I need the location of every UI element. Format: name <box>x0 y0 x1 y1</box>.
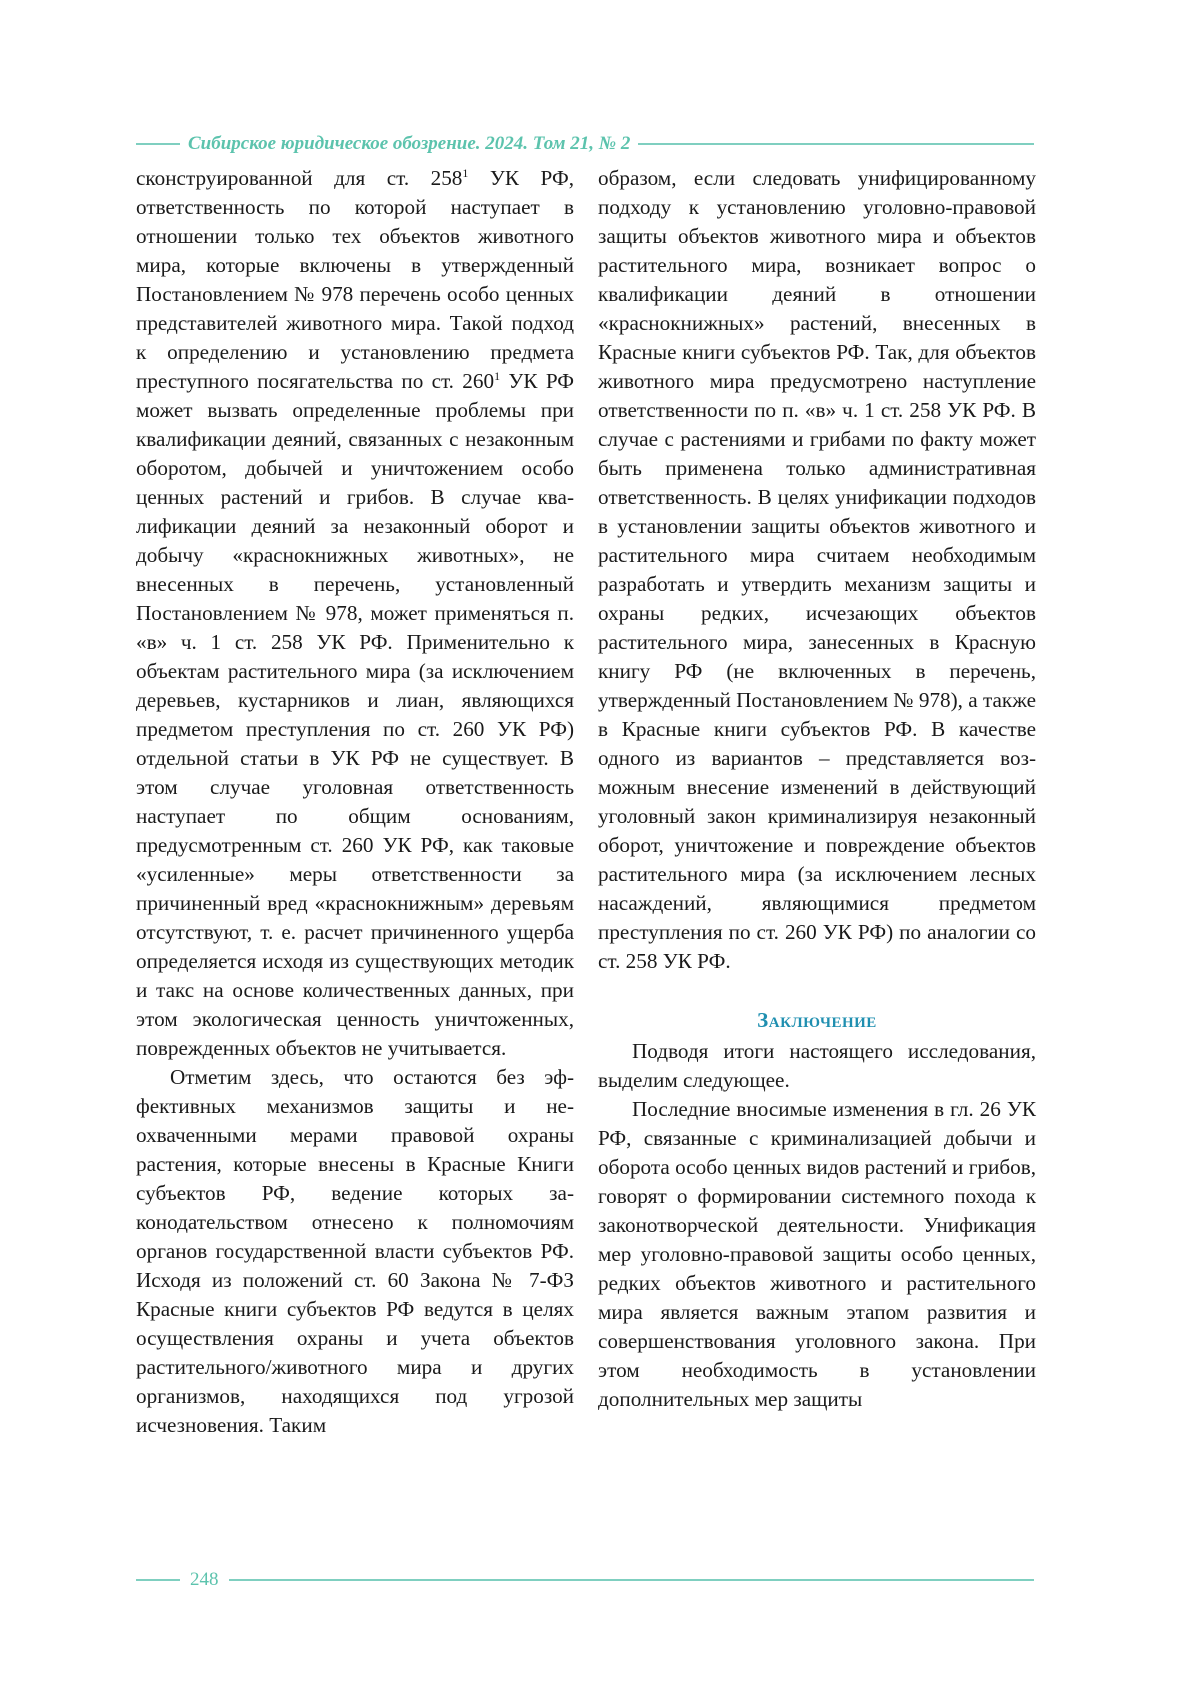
page-footer <box>136 1568 1034 1592</box>
right-paragraph-1: образом, если следовать унифицированному подходу к установлению уголовно-правовой защиты объектов животного мира и объектов растительного мира, возникает вопрос о квалификации деяний в отношении «краснокнижных» растений, внесенных в Красные книги субъектов РФ. Так, для объектов животного мира предусмотрено наступление ответственности по п. «в» ч. 1 ст. 258 УК РФ. В случае с растениями и грибами по факту может быть применена только административная ответственность. В целях унификации подходов в установлении защиты объектов животного и растительного мира считаем необходимым разработать и утвердить механизм защиты и охраны редких, исчезающих объектов растительного мира, занесенных в Красную книгу РФ (не включенных в перечень, утвержденный Постановлением № 978), а также в Красные книги субъектов РФ. В качестве одного из вариантов – представляется возможным внесение изменений в действующий уголовный закон криминализируя незаконный оборот, уничтожение и повреждение объектов растительного мира (за исключением лесных насаждений, являющимися предметом преступления по ст. 260 УК РФ) по аналогии со ст. 258 УК РФ. <box>598 166 1036 973</box>
footnote-sup-2: 1 <box>494 369 501 383</box>
right-column <box>598 164 1036 1414</box>
page-number: 248 <box>190 1569 219 1590</box>
journal-title: Сибирское юридическое обозрение. 2024. Том 21, № 2 <box>188 133 631 154</box>
left-paragraph-1 <box>136 164 574 1063</box>
footer-rule-left <box>136 1579 180 1581</box>
left-p1-text-c: УК РФ может вызвать определенные проблемы при квалификации деяний, связанных с незаконным оборотом, добычей и уничтожением особо ценных растений и грибов. В случае квалификации деяний за незаконный оборот и добычу «краснокнижных животных», не внесенных в перечень, установленный Постановлением № 978, может применяться п. «в» ч. 1 ст. 258 УК РФ. Применительно к объектам растительного мира (за исключением деревьев, кустарников и лиан, являющихся предметом преступления по ст. 260 УК РФ) отдельной статьи в УК РФ не существует. В этом случае уголовная ответственность наступает по общим основаниям, предусмотренным ст. 260 УК РФ, как таковые «усиленные» меры ответственности за причиненный вред «краснокнижным» деревьям отсутствуют, т. е. расчет причиненного ущерба определяется исходя из существующих методик и такс на основе количественных данных, при этом экологическая ценность уничтоженных, поврежденных объектов не учитывается. <box>136 369 575 1060</box>
right-paragraph-3: Последние вносимые изменения в гл. 26 УК РФ, связанные с криминализацией добычи и оборота особо ценных видов растений и грибов, говорят о формировании системного похода к законотворческой деятельности. Унификация мер уголовно-правовой защиты особо ценных, редких объектов животного и растительного мира является важным этапом развития и совершенствования уголовного закона. При этом необходимость в установлении дополнительных мер защиты <box>598 1097 1036 1411</box>
left-p1-text-b: УК РФ, ответственность по которой наступает в отношении только тех объектов животного мира, которые включены в утвержденный Постановлением № 978 перечень особо ценных представителей животного мира. Такой подход к определению и установлению предмета преступного посягательства по ст. 260 <box>136 166 574 393</box>
section-heading-conclusion: Заключение <box>757 1008 877 1032</box>
left-column <box>136 164 574 1440</box>
running-header <box>136 130 1034 158</box>
header-rule-left <box>136 143 180 145</box>
left-paragraph-2: Отметим здесь, что остаются без эффективных механизмов защиты и неохваченными мерами правовой охраны растения, которые внесены в Красные Книги субъектов РФ, ведение которых законодательством отнесено к полномочиям органов государственной власти субъектов РФ. Исходя из положений ст. 60 Закона № 7-ФЗ Красные книги субъектов РФ ведутся в целях осуществления охраны и учета объектов растительного/животного мира и других организмов, находящихся под угрозой исчезновения. Таким <box>136 1065 574 1437</box>
left-p1-text-a: сконструированной для ст. 258 <box>136 166 463 190</box>
footer-rule-right <box>229 1579 1035 1581</box>
right-paragraph-2: Подводя итоги настоящего исследования, выделим следующее. <box>598 1039 1036 1092</box>
header-rule-right <box>638 143 1034 145</box>
footnote-sup-1: 1 <box>462 166 469 180</box>
